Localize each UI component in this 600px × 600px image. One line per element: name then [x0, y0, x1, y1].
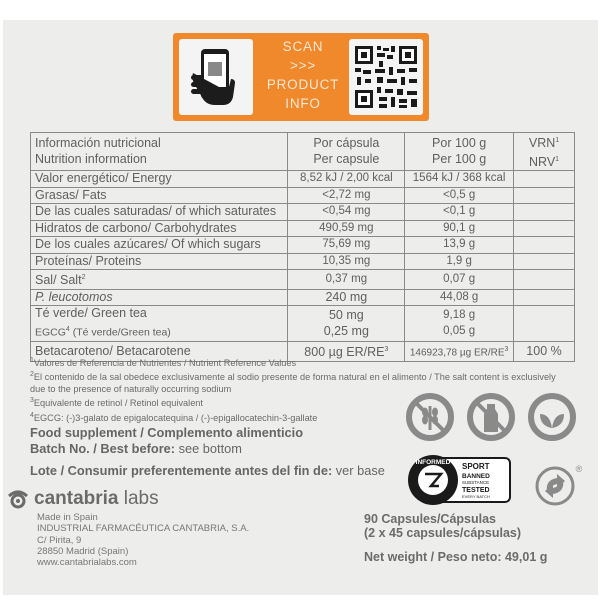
table-row: Valor energético/ Energy 8,52 kJ / 2,00 kcal 1564 kJ / 368 kcal [31, 171, 575, 188]
product-label: PRODUCT [266, 77, 340, 92]
informed-sport-badge [407, 454, 512, 506]
green-dot-recycling-icon [533, 462, 583, 508]
scan-product-info-banner[interactable] [173, 33, 429, 121]
footnote: $^1$Valores de Referencia de Nutrientes / Nutrient Reference Values [30, 357, 297, 369]
header-per-100g: Por 100 g Per 100 g [405, 133, 514, 171]
vegan-icon [527, 392, 577, 442]
svg-text:BANNED: BANNED [462, 473, 490, 480]
website-link[interactable]: www.cantabrialabs.com [37, 557, 137, 569]
header-per-capsule: Por cápsula Per capsule [288, 133, 405, 171]
arrows-label: >>> [289, 58, 317, 73]
svg-text:SUBSTANCE: SUBSTANCE [462, 480, 490, 485]
batch-info: Batch No. / Best before: see bottom [30, 441, 242, 456]
capsule-pack: (2 x 45 capsules/cápsulas) [364, 526, 522, 540]
net-weight: Net weight / Peso neto: 49,01 g [364, 550, 548, 564]
nutrition-table [30, 132, 575, 362]
lote-info: Lote / Consumir preferentemente antes del fin de: ver base [30, 463, 385, 478]
cantabria-labs-logo: cantabria labs [6, 487, 159, 511]
info-label: INFO [285, 96, 321, 111]
scan-label: SCAN [282, 39, 324, 54]
svg-text:®: ® [575, 464, 583, 474]
table-row: Hidratos de carbono/ Carbohydrates 490,59 mg 90,1 g [31, 220, 575, 237]
svg-text:TESTED: TESTED [462, 487, 490, 494]
footnote: $^4$EGCG: (-)3-galato de epigalocatequina / (-)-epigallocatechin-3-gallate [30, 411, 318, 423]
header-nutrient: Información nutricional Nutrition information [31, 133, 288, 171]
footnote: $^2$El contenido de la sal obedece exclusivamente al sodio presente de forma natural en el alimento / The salt content is exclusively due to the presence of naturally occurring sodium [30, 371, 556, 394]
header-vrn: VRN$^1$ NRV$^1$ [514, 133, 575, 171]
svg-text:INFORMED: INFORMED [415, 459, 451, 466]
gluten-free-icon [405, 392, 455, 442]
table-row: De los cuales azúcares/ Of which sugars 75,69 mg 13,9 g [31, 237, 575, 254]
table-row: De las cuales saturadas/ of which saturates <0,54 mg <0,1 g [31, 204, 575, 221]
table-row: Betacaroteno/ Betacarotene 800 µg $ER/RE^3$ 146923,78 µg $ER/RE^3$ 100 % [31, 341, 575, 361]
lactose-free-icon [466, 392, 516, 442]
table-header-row [31, 133, 575, 171]
qr-code-icon[interactable] [349, 39, 423, 115]
capsule-count: 90 Capsules/Cápsulas [364, 512, 497, 526]
footnote: $^3$Equivalente de retinol / Retinol equivalent [30, 397, 203, 409]
table-row: P. leucotomos 240 mg 44,08 g [31, 289, 575, 306]
svg-text:SPORT: SPORT [462, 462, 490, 471]
product-type: Food supplement / Complemento alimenticio [30, 425, 304, 440]
table-row: Sal/ Salt$^2$ 0,37 mg 0,07 g [31, 270, 575, 290]
table-row: Grasas/ Fats <2,72 mg <0,5 g [31, 187, 575, 204]
svg-text:EVERY BATCH: EVERY BATCH [462, 494, 490, 499]
table-row-green-tea-group: Té verde/ Green tea EGCG$^4$ (Té verde/Green tea) 50 mg 0,25 mg 9,18 g 0,05 g [31, 306, 575, 342]
cantabria-eye-icon [6, 487, 30, 511]
scan-text [259, 37, 347, 113]
phone-scan-icon [179, 39, 253, 115]
table-row: Proteínas/ Proteins 10,35 mg 1,9 g [31, 253, 575, 270]
company-address: Made in Spain INDUSTRIAL FARMACÉUTICA CANTABRIA, S.A. C/ Pirita, 9 28850 Madrid (Spain) www.cantabrialabs.com [37, 512, 250, 569]
